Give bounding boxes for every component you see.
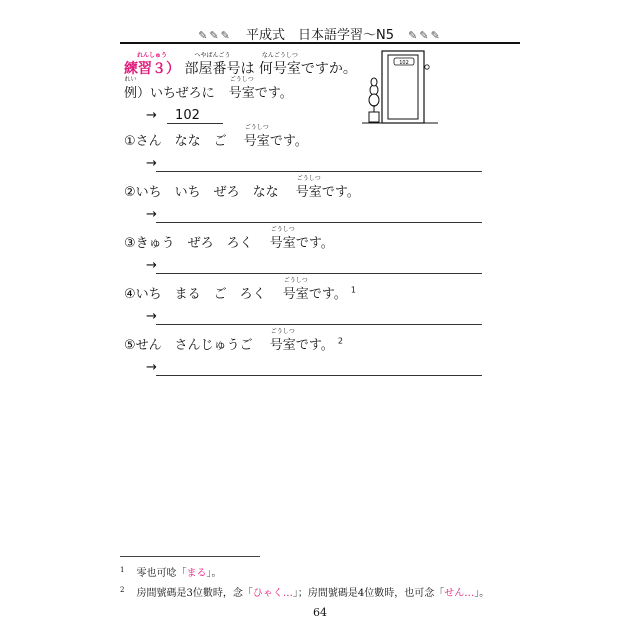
- arrow-icon: →: [146, 156, 157, 171]
- footnote-rule: [120, 556, 260, 557]
- exercise-item-3: ③きゅう ぜろ ろく ごうしつ 号室です。: [124, 226, 334, 251]
- arrow-icon: →: [146, 108, 157, 123]
- arrow-icon: →: [146, 258, 157, 273]
- plant-icon: [369, 78, 379, 122]
- footnote-marker-2: 2: [337, 336, 344, 346]
- exercise-item-1: ①さん なな ご ごうしつ 号室です。: [124, 124, 308, 149]
- footnote-1: $^1$ 零也可唸「まる」。: [120, 565, 222, 579]
- answer-blank-5[interactable]: [156, 375, 482, 376]
- answer-blank-4[interactable]: [156, 324, 482, 325]
- answer-blank-3[interactable]: [156, 273, 482, 274]
- answer-line-2: [146, 207, 157, 222]
- header-title: 平成式 日本語学習～N5: [246, 28, 394, 43]
- answer-line-1: [146, 156, 157, 171]
- answer-line-5: [146, 360, 157, 375]
- exercise-item-2: ②いち いち ぜろ なな ごうしつ 号室です。: [124, 175, 360, 200]
- footnote-2: $^2$ 房間號碼是3位數時，念「ひゃく…」；房間號碼是4位數時，也可念「せん…」。: [120, 585, 490, 599]
- pencils-left-icon: ✎✎✎: [198, 29, 232, 42]
- answer-line-3: [146, 258, 157, 273]
- exercise-item-4: ④いち まる ご ろく ごうしつ 号室です。 $^1$: [124, 277, 357, 302]
- example-answer: [146, 108, 223, 124]
- arrow-icon: →: [146, 207, 157, 222]
- page-header: [0, 24, 640, 43]
- arrow-icon: →: [146, 309, 157, 324]
- answer-blank-2[interactable]: [156, 222, 482, 223]
- ruby: れんしゅう: [136, 52, 167, 59]
- exercise-title: れんしゅう 練習３） へやばんごう 部屋番号は なんごうしつ 何号室ですか。: [124, 52, 357, 77]
- pencils-right-icon: ✎✎✎: [408, 29, 442, 42]
- footnote-marker-1: 1: [350, 285, 357, 295]
- arrow-icon: →: [146, 360, 157, 375]
- exercise-number: れんしゅう 練習３）: [124, 52, 180, 77]
- door-plate: 102: [399, 60, 409, 66]
- example-line: れい 例）いちぜろに ごうしつ 号室です。: [124, 76, 293, 101]
- answer-line-4: [146, 309, 157, 324]
- prompt-which-room: なんごうしつ 何号室: [258, 52, 301, 77]
- door-illustration: [362, 50, 438, 124]
- header-rule: [120, 42, 520, 44]
- answer-blank-1[interactable]: [156, 171, 482, 172]
- exercise-item-5: ⑤せん さんじゅうご ごうしつ 号室です。 $^2$: [124, 328, 344, 353]
- page-number: 64: [313, 606, 327, 619]
- prompt-room-number: へやばんごう 部屋番号: [184, 52, 241, 77]
- example-answer-value: 102: [167, 108, 223, 124]
